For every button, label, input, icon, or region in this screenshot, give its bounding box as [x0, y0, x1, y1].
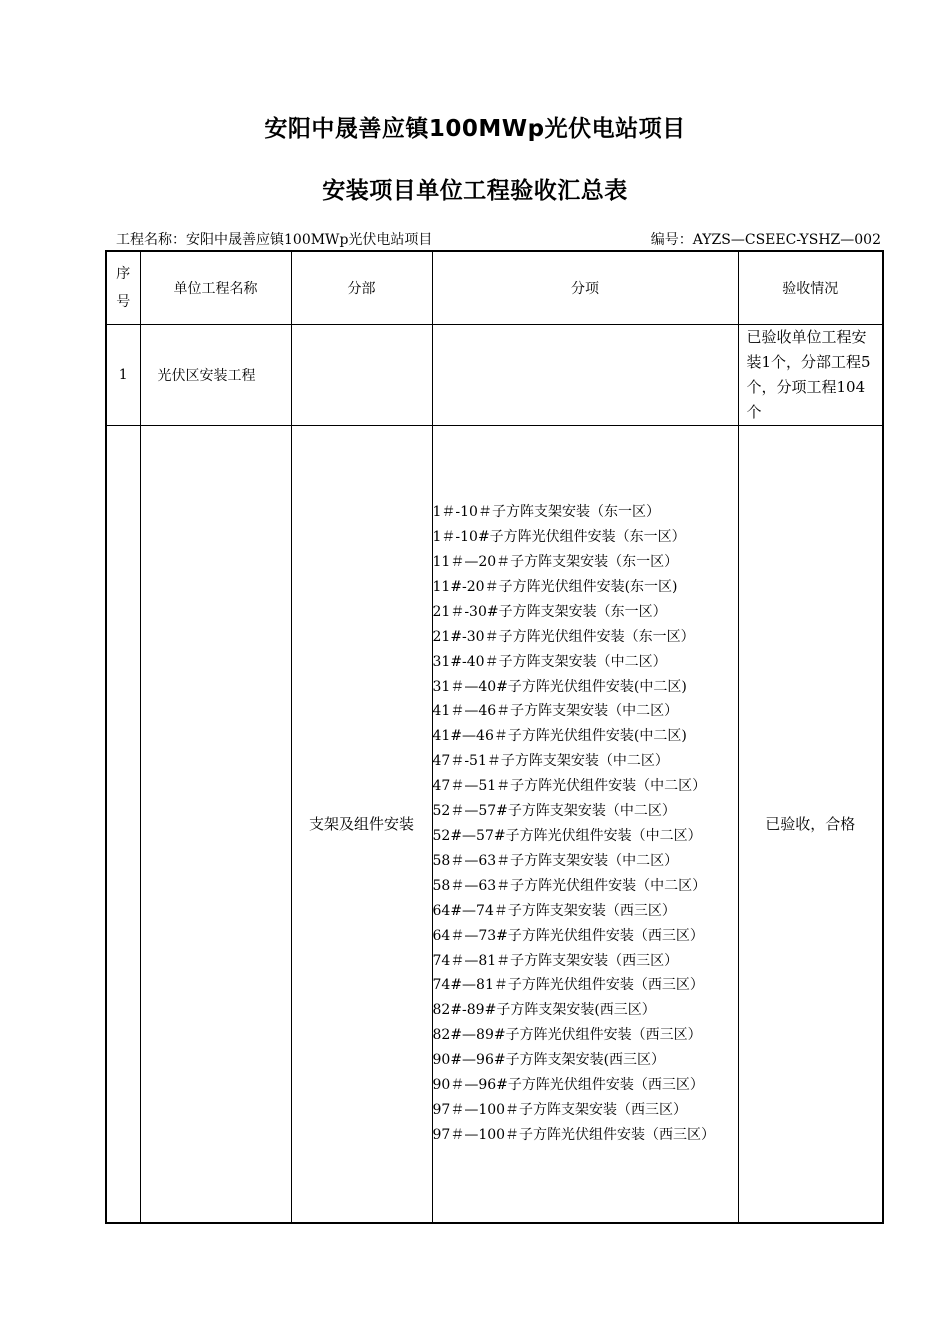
acceptance-summary-table — [105, 250, 884, 1224]
item-list — [433, 500, 738, 1148]
project-name: 工程名称：安阳中晟善应镇100MWp光伏电站项目 — [116, 232, 433, 248]
row1-seq: 1 — [106, 325, 140, 426]
row1-acceptance — [738, 325, 883, 426]
list-item: 47＃-51＃子方阵支架安装（中二区） — [432, 753, 669, 770]
list-item: 31＃—40#子方阵光伏组件安装(中二区) — [432, 678, 687, 695]
row2-seq — [106, 426, 140, 1224]
document-number: 编号：AYZS—CSEEC-YSHZ—002 — [650, 232, 881, 248]
list-item: 21#-30＃子方阵光伏组件安装（东一区） — [432, 628, 695, 645]
list-item: 1＃-10#子方阵光伏组件安装（东一区） — [432, 529, 686, 546]
header-seq-line2: 号 — [116, 294, 131, 310]
header-item: 分项 — [432, 251, 738, 325]
list-item: 82#-89#子方阵支架安装(西三区） — [432, 1002, 656, 1019]
list-item: 64#—74＃子方阵支架安装（西三区） — [432, 902, 676, 919]
header-seq — [106, 251, 140, 325]
row1-unit: 光伏区安装工程 — [140, 325, 291, 426]
list-item: 58＃—63＃子方阵支架安装（中二区） — [432, 852, 679, 869]
list-item: 97＃—100＃子方阵光伏组件安装（西三区） — [432, 1126, 716, 1143]
header-seq-line1: 序 — [116, 266, 131, 282]
list-item: 58＃—63＃子方阵光伏组件安装（中二区） — [432, 877, 707, 894]
list-item: 74#—81＃子方阵光伏组件安装（西三区） — [432, 977, 704, 994]
row1-item — [432, 325, 738, 426]
table-row — [106, 426, 883, 1224]
row2-subdivision: 支架及组件安装 — [291, 426, 432, 1224]
list-item: 97＃—100＃子方阵支架安装（西三区） — [432, 1101, 688, 1118]
list-item: 21＃-30#子方阵支架安装（东一区） — [432, 603, 667, 620]
table-header-row — [106, 251, 883, 325]
list-item: 41＃—46＃子方阵支架安装（中二区） — [432, 703, 679, 720]
document-subtitle: 安装项目单位工程验收汇总表 — [322, 178, 628, 204]
row1-acceptance-text: 已验收单位工程安装1个，分部工程5个，分项工程104个 — [746, 328, 871, 421]
row1-subdivision — [291, 325, 432, 426]
header-unit: 单位工程名称 — [140, 251, 291, 325]
table-row — [106, 325, 883, 426]
list-item: 11#-20＃子方阵光伏组件安装(东一区) — [432, 578, 678, 595]
list-item: 11＃—20＃子方阵支架安装（东一区） — [432, 554, 679, 571]
header-acceptance: 验收情况 — [738, 251, 883, 325]
list-item: 52#—57#子方阵光伏组件安装（中二区） — [432, 828, 702, 844]
list-item: 64＃—73#子方阵光伏组件安装（西三区） — [432, 927, 704, 944]
list-item: 41#—46＃子方阵光伏组件安装(中二区) — [432, 728, 687, 745]
header-subdivision: 分部 — [291, 251, 432, 325]
row2-items — [432, 426, 738, 1224]
list-item: 31#-40＃子方阵支架安装（中二区） — [432, 653, 667, 670]
list-item: 82#—89#子方阵光伏组件安装（西三区） — [432, 1027, 702, 1044]
list-item: 74＃—81＃子方阵支架安装（西三区） — [432, 952, 679, 969]
list-item: 90#—96#子方阵支架安装(西三区） — [432, 1052, 666, 1069]
list-item: 52＃—57#子方阵支架安装（中二区） — [432, 803, 676, 820]
row2-acceptance: 已验收，合格 — [738, 426, 883, 1224]
document-title: 安阳中晟善应镇100MWp光伏电站项目 — [264, 116, 686, 142]
list-item: 90＃—96#子方阵光伏组件安装（西三区） — [432, 1077, 704, 1094]
list-item: 47＃—51＃子方阵光伏组件安装（中二区） — [432, 778, 707, 795]
list-item: 1＃-10＃子方阵支架安装（东一区） — [432, 504, 660, 521]
row2-unit — [140, 426, 291, 1224]
